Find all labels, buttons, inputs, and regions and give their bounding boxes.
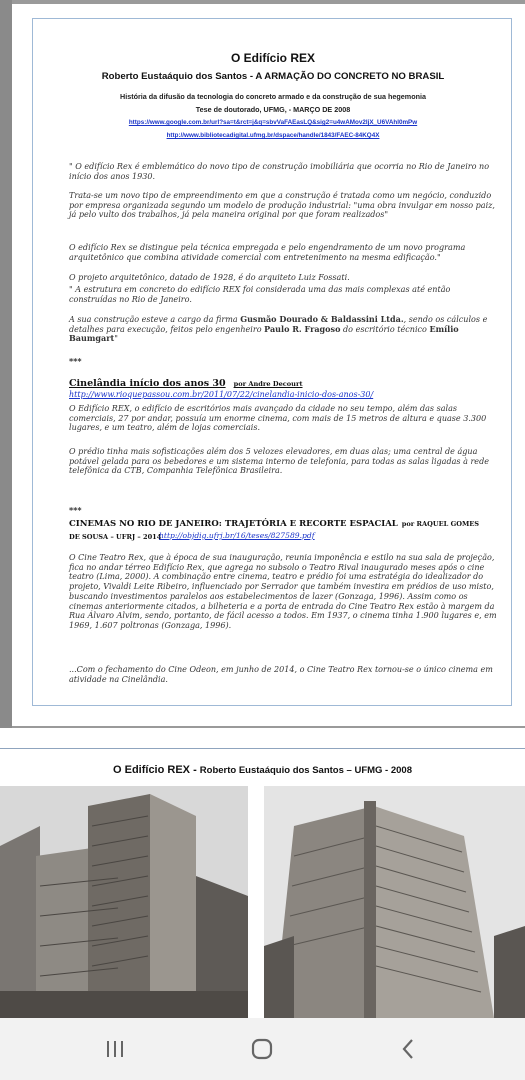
paragraph-5: " A estrutura em concreto do edifício REX foi considerada uma das mais complexas até então construídas no Rio de Janeiro. <box>69 285 451 304</box>
separator-2: *** <box>69 505 82 515</box>
technical-office-name: Emílio Baumgart <box>69 323 459 344</box>
recent-apps-button[interactable] <box>95 1036 135 1062</box>
paragraph-4: O projeto arquitetônico, datado de 1928, é do arquiteto Luiz Fossati. <box>69 273 350 282</box>
home-button[interactable] <box>242 1036 282 1062</box>
engineer-name: Paulo R. Fragoso <box>264 323 341 334</box>
caption-title: O Edifício REX - <box>113 764 200 776</box>
caption-author: Roberto Eustaáquio dos Santos – UFMG - 2008 <box>199 765 412 776</box>
paragraph-6 <box>69 315 497 344</box>
document-frame <box>32 18 512 706</box>
paragraph-7: O Edifício REX, o edifício de escritórios mais avançado da cidade no seu tempo, além das salas comerciais, 27 por andar, possuía um enorme cinema, com mais de 15 metros de altura e quase 3.300 lugares, e um teatro, além de lojas comerciais. <box>69 404 487 433</box>
paragraph-9: O Cine Teatro Rex, que à época de sua inauguração, reunia imponência e estilo na sua sala de projeção, fica no andar térreo Edifício Rex, que agrega no subsolo o Teatro Rival inaugurado meses após o cine teatro (Lima, 2000). A combinação entre cinema, teatro e prédio foi uma estratégia do idealizador do projeto, Vivaldi Leite Ribeiro, influenciado por Serrador que também investira em prédios de uso misto, buscando investimentos paralelos aos estabelecimentos de lazer (Gonzaga, 1996). Assim como os cinemas anteriormente citados, a bilheteria e a porta de entrada do Cine Teatro Rex estão à margem da Rua Álvaro Alvim, sendo, portanto, de fácil acesso a todos. Em 1937, o cinema tinha 1.900 lugares e, em 1969, 1.607 poltronas (Gonzaga, 1996). <box>69 553 497 630</box>
cinemas-author-a: por RAQUEL GOMES <box>401 520 480 528</box>
recent-apps-icon <box>105 1040 125 1058</box>
paragraph-6-text-b: , sendo os cálculos e detalhes para execução, feitos pelo engenheiro <box>69 315 488 334</box>
back-button[interactable] <box>388 1036 428 1062</box>
paragraph-6-text-a: A sua construção esteve a cargo da firma <box>69 315 241 324</box>
scan-edge <box>0 0 12 728</box>
paragraph-6-text-c: do escritório técnico <box>340 324 430 334</box>
section-title-text: Cinelândia início dos anos 30 <box>69 378 226 389</box>
system-navigation-bar <box>0 1018 525 1080</box>
paragraph-2: Trata-se um novo tipo de empreendimento em que a construção é tratada como um negócio, conduzido por empresa organizada segundo um modelo de produção industrial: "uma obra invulgar em nosso paiz, já pelo vulto dos trabalhos, já pela maneira original por que foram realizados" <box>69 191 495 220</box>
building-front-illustration <box>0 786 248 1018</box>
firm-name: Gusmão Dourado & Baldassini Ltda. <box>240 314 404 324</box>
document-thesis-info: Tese de doutorado, UFMG, - MARÇO DE 2008 <box>195 105 351 114</box>
paragraph-10: ...Com o fechamento do Cine Odeon, em junho de 2014, o Cine Teatro Rex tornou-se o único cinema em atividade na Cinelândia. <box>69 665 493 684</box>
ufrj-thesis-link[interactable]: http://objdig.ufrj.br/16/teses/827589.pdf <box>159 531 315 540</box>
document-page <box>12 4 525 726</box>
paragraph-3: O edifício Rex se distingue pela técnica empregada e pelo engendramento de um novo programa arquitetônico que combina atividade comercial com entretenimento na mesma edificação." <box>69 243 466 262</box>
rioquepassou-link[interactable]: http://www.rioquepassou.com.br/2011/07/22/cinelandia-inicio-dos-anos-30/ <box>69 390 374 399</box>
building-angle-illustration <box>264 786 525 1018</box>
cinemas-author-b: DE SOUSA – UFRJ – 2014 <box>69 533 162 541</box>
home-icon <box>251 1038 273 1060</box>
google-link[interactable]: https://www.google.com.br/url?sa=t&rct=j&q=sbvVaFAEasLQ&sig2=u4wAMov2IjX_U6VAhl0mPw <box>128 119 418 126</box>
section-author: por Andre Decourt <box>233 380 303 388</box>
building-photo-front <box>0 786 248 1018</box>
building-photo-angle <box>264 786 525 1018</box>
document-description: História da difusão da tecnologia do concreto armado e da construção de sua hegemonia <box>120 92 426 101</box>
section-divider <box>0 748 525 749</box>
document-subtitle: Roberto Eustaáquio dos Santos - A ARMAÇÃO DO CONCRETO NO BRASIL <box>101 71 445 82</box>
library-link[interactable]: http://www.bibliotecadigital.ufmg.br/dspace/handle/1843/FAEC-84KQ4X <box>166 132 380 139</box>
paragraph-1: " O edifício Rex é emblemático do novo tipo de construção imobiliária que ocorria no Rio de Janeiro no início dos anos 1930. <box>69 162 490 181</box>
paragraph-6-text-d: " <box>114 334 118 344</box>
section-title-cinemas <box>69 519 479 529</box>
paragraph-8: O prédio tinha mais sofisticações além dos 5 velozes elevadores, em duas alas; uma central de água potável gelada para os bebedores e um sistema interno de telefonia, para todas as salas ligadas à rede telefônica da CTB, Companhia Telefônica Brasileira. <box>69 447 489 476</box>
cinemas-title-text: CINEMAS NO RIO DE JANEIRO: TRAJETÓRIA E RECORTE ESPACIAL <box>69 519 398 529</box>
document-title: O Edifício REX <box>230 51 315 65</box>
separator-1: *** <box>69 356 82 366</box>
section-title-cinelandia <box>69 378 303 389</box>
photo-caption <box>0 764 525 776</box>
back-icon <box>401 1038 415 1060</box>
